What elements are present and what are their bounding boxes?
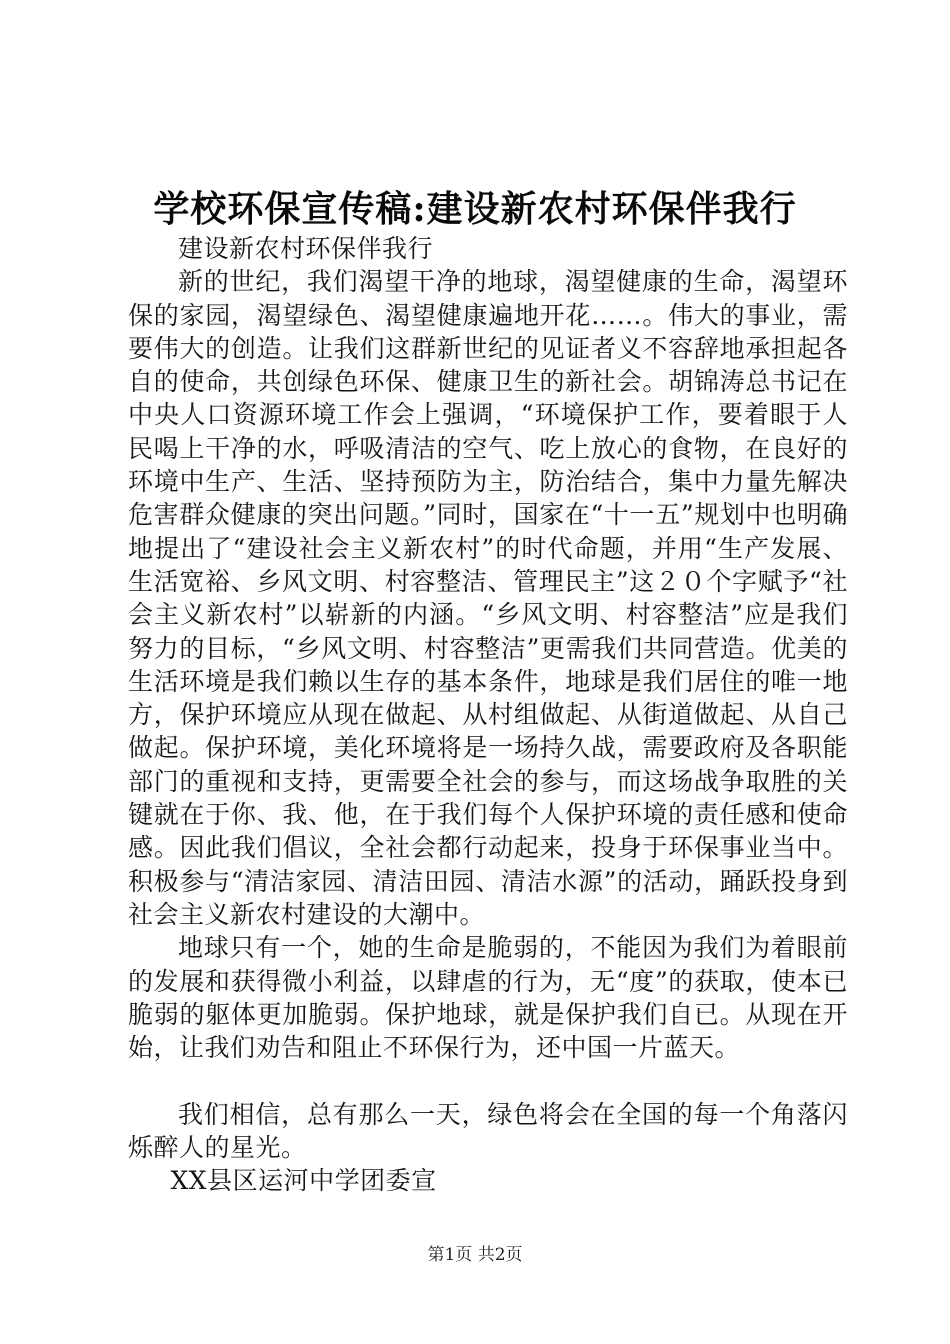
paragraph-1: 新的世纪，我们渴望干净的地球，渴望健康的生命，渴望环保的家园，渴望绿色、渴望健康遍地开花……。伟大的事业，需要伟大的创造。让我们这群新世纪的见证者义不容辞地承担起各自的使命，共创绿色环保、健康卫生的新社会。胡锦涛总书记在中央人口资源环境工作会上强调，“环境保护工作，要着眼于人民喝上干净的水，呼吸清洁的空气、吃上放心的食物，在良好的环境中生产、生活、坚持预防为主，防治结合，集中力量先解决危害群众健康的突出问题。”同时，国家在“十一五”规划中也明确地提出了“建设社会主义新农村”的时代命题，并用“生产发展、生活宽裕、乡风文明、村容整洁、管理民主”这２０个字赋予“社会主义新农村”以崭新的内涵。“乡风文明、村容整洁”应是我们努力的目标，“乡风文明、村容整洁”更需我们共同营造。优美的生活环境是我们赖以生存的基本条件，地球是我们居住的唯一地方，保护环境应从现在做起、从村组做起、从街道做起、从自己做起。保护环境，美化环境将是一场持久战，需要政府及各职能部门的重视和支持，更需要全社会的参与，而这场战争取胜的关键就在于你、我、他，在于我们每个人保护环境的责任感和使命感。因此我们倡议，全社会都行动起来，投身于环保事业当中。积极参与“清洁家园、清洁田园、清洁水源”的活动，踊跃投身到社会主义新农村建设的大潮中。 — [128, 267, 848, 929]
paragraph-2: 地球只有一个，她的生命是脆弱的，不能因为我们为着眼前的发展和获得微小利益，以肆虐的行为，无“度”的获取，使本已脆弱的躯体更加脆弱。保护地球，就是保护我们自已。从现在开始，让我们劝告和阻止不环保行为，还中国一片蓝天。 — [128, 933, 848, 1063]
page-number-footer: 第1页 共2页 — [427, 1245, 523, 1265]
document-body — [128, 232, 848, 1198]
document-subtitle: 建设新农村环保伴我行 — [178, 234, 434, 263]
document-title: 学校环保宣传稿:建设新农村环保伴我行 — [153, 188, 797, 230]
signature-line: XX县区运河中学团委宣 — [170, 1166, 437, 1196]
paragraph-3: 我们相信，总有那么一天，绿色将会在全国的每一个角落闪烁醉人的星光。 — [128, 1099, 848, 1163]
